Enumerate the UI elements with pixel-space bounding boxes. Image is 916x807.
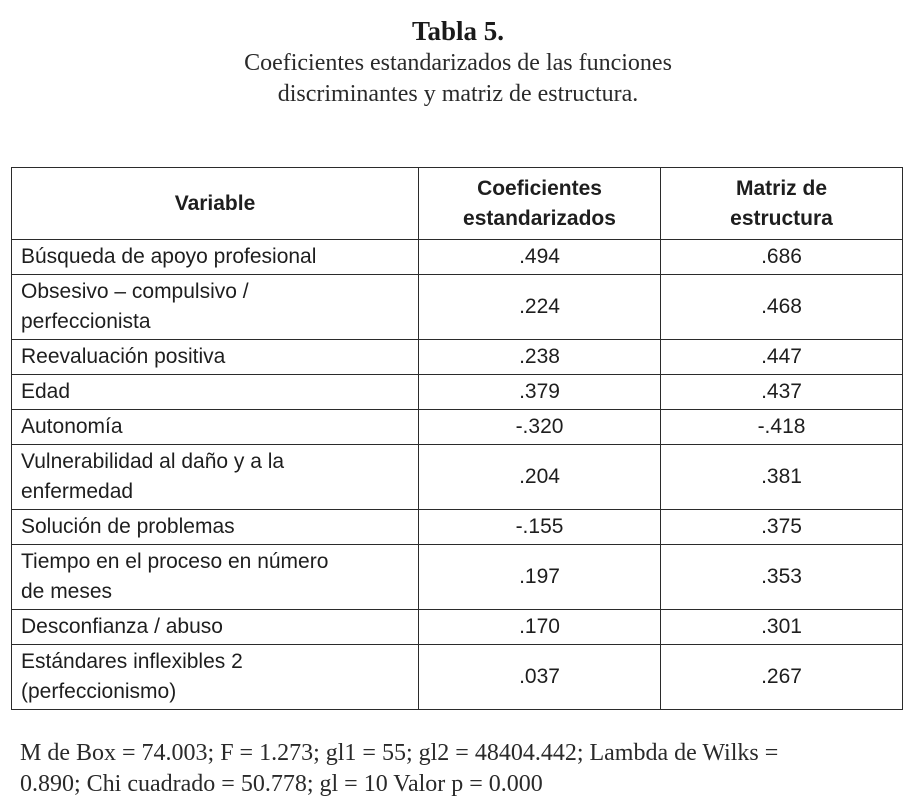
table-row [12, 645, 903, 710]
cell-coefficient: -.155 [419, 510, 661, 545]
cell-variable: Desconfianza / abuso [12, 610, 419, 645]
cell-coefficient: .224 [419, 275, 661, 340]
header-structure-matrix: Matriz de estructura [661, 168, 903, 240]
cell-coefficient: -.320 [419, 410, 661, 445]
coefficients-table [11, 167, 903, 710]
table-row [12, 375, 903, 410]
table-caption-line-1: Coeficientes estandarizados de las funciones [244, 50, 672, 76]
table-header-row [12, 168, 903, 240]
table-row [12, 545, 903, 610]
cell-structure-matrix: .301 [661, 610, 903, 645]
cell-variable: Autonomía [12, 410, 419, 445]
cell-variable: Solución de problemas [12, 510, 419, 545]
cell-coefficient: .170 [419, 610, 661, 645]
cell-variable: Edad [12, 375, 419, 410]
table-row [12, 610, 903, 645]
header-variable: Variable [12, 168, 419, 240]
cell-structure-matrix: .381 [661, 445, 903, 510]
footnote-line-1: M de Box = 74.003; F = 1.273; gl1 = 55; gl2 = 48404.442; Lambda de Wilks = [20, 740, 779, 766]
table-row [12, 510, 903, 545]
cell-coefficient: .037 [419, 645, 661, 710]
header-coefficients: Coeficientes estandarizados [419, 168, 661, 240]
cell-variable: Tiempo en el proceso en número de meses [12, 545, 419, 610]
cell-variable: Búsqueda de apoyo profesional [12, 240, 419, 275]
table-number: Tabla 5. [411, 16, 505, 46]
cell-coefficient: .494 [419, 240, 661, 275]
cell-structure-matrix: -.418 [661, 410, 903, 445]
cell-variable: Reevaluación positiva [12, 340, 419, 375]
cell-structure-matrix: .447 [661, 340, 903, 375]
table-row [12, 410, 903, 445]
cell-structure-matrix: .267 [661, 645, 903, 710]
cell-variable: Estándares inflexibles 2 (perfeccionismo) [12, 645, 419, 710]
table-row [12, 340, 903, 375]
cell-variable: Vulnerabilidad al daño y a la enfermedad [12, 445, 419, 510]
cell-structure-matrix: .437 [661, 375, 903, 410]
table-row [12, 240, 903, 275]
footnote-line-2: 0.890; Chi cuadrado = 50.778; gl = 10 Valor p = 0.000 [20, 771, 543, 797]
cell-coefficient: .204 [419, 445, 661, 510]
table-row [12, 275, 903, 340]
table-row [12, 445, 903, 510]
table-body [12, 240, 903, 710]
cell-structure-matrix: .686 [661, 240, 903, 275]
cell-structure-matrix: .375 [661, 510, 903, 545]
cell-structure-matrix: .353 [661, 545, 903, 610]
cell-coefficient: .379 [419, 375, 661, 410]
table-caption-line-2: discriminantes y matriz de estructura. [277, 81, 639, 107]
cell-structure-matrix: .468 [661, 275, 903, 340]
cell-coefficient: .238 [419, 340, 661, 375]
cell-coefficient: .197 [419, 545, 661, 610]
cell-variable: Obsesivo – compulsivo / perfeccionista [12, 275, 419, 340]
table-footnote [20, 738, 900, 800]
table-heading [0, 14, 916, 110]
